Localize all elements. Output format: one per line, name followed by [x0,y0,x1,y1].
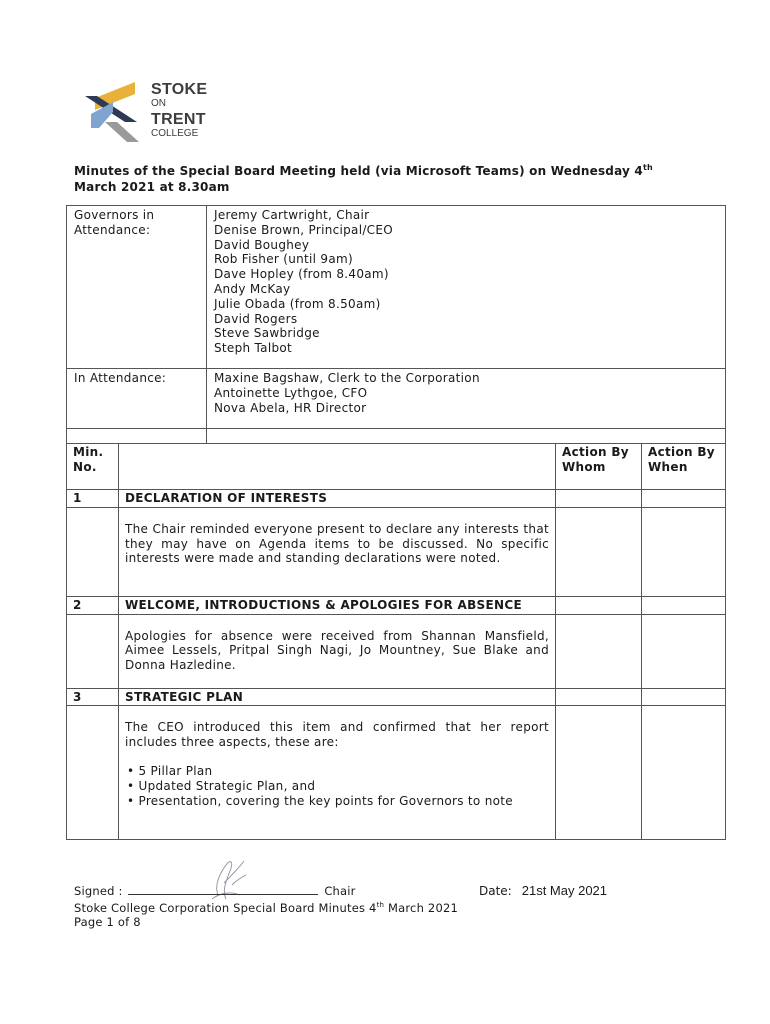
action-by-whom-cell [556,507,642,596]
page-number: Page 1 of 8 [74,914,141,929]
action-by-when-cell [642,490,726,508]
in-attendance-label: In Attendance: [67,369,207,429]
minute-bullet-list [125,764,549,808]
bullet-item: • Presentation, covering the key points for Governors to note [125,794,549,809]
governor-name: David Rogers [214,311,298,326]
document-title [74,160,714,195]
governors-list [207,206,726,369]
minute-heading-row [67,490,726,508]
logo-line-2: ON [151,98,166,109]
attendee-name: Nova Abela, HR Director [214,400,367,415]
minute-heading: WELCOME, INTRODUCTIONS & APOLOGIES FOR ABSENCE [119,596,556,614]
minute-heading-row [67,596,726,614]
minute-number-empty [67,614,119,688]
action-by-when-cell [642,507,726,596]
attendee-name: Antoinette Lythgoe, CFO [214,385,368,400]
empty-cell [207,429,726,444]
minute-body-row [67,614,726,688]
minute-heading-row [67,688,726,706]
attendee-name: Maxine Bagshaw, Clerk to the Corporation [214,371,480,385]
governors-label: Governors in Attendance: [67,206,207,369]
empty-cell [67,429,207,444]
governor-name: Julie Obada (from 8.50am) [214,296,381,311]
logo-line-3: TRENT [151,111,206,128]
action-by-when-cell [642,688,726,706]
header-action-by-whom: Action By Whom [556,444,642,490]
title-part-2: March 2021 at 8.30am [74,180,230,194]
minute-body: The Chair reminded everyone present to declare any interests that they may have on Agenda items to be discussed. No specific interests were made and standing declarations were noted. [119,507,556,596]
governor-name: David Boughey [214,237,310,252]
governor-name: Jeremy Cartwright, Chair [214,208,370,222]
minute-body: The CEO introduced this item and confirmed that her report includes three aspects, these are: • 5 Pillar Plan • Updated Strategic Plan, and • Presentation, covering the key points for Governors to note [119,706,556,840]
governor-name: Steph Talbot [214,341,293,356]
minute-body-row [67,507,726,596]
governor-name: Dave Hopley (from 8.40am) [214,267,389,282]
date-value: 21st May 2021 [521,883,608,898]
action-by-when-cell [642,596,726,614]
logo-wordmark [151,82,207,139]
document-reference: Stoke College Corporation Special Board Minutes 4th March 2021 [74,900,458,915]
action-by-whom-cell [556,490,642,508]
minute-number: 3 [67,688,119,706]
action-by-whom-cell [556,706,642,840]
minute-body: Apologies for absence were received from Shannan Mansfield, Aimee Lessels, Pritpal Singh Nagi, Jo Mountney, Sue Blake and Donna Hazledine. [119,614,556,688]
minute-number-empty [67,706,119,840]
page-footer [74,884,458,929]
in-attendance-list [207,369,726,429]
minute-heading: DECLARATION OF INTERESTS [119,490,556,508]
minute-number-empty [67,507,119,596]
logo-line-1: STOKE [151,81,208,98]
minute-heading: STRATEGIC PLAN [119,688,556,706]
governor-name: Steve Sawbridge [214,326,320,341]
signature-blank [128,885,318,895]
action-by-when-cell [642,706,726,840]
attendance-table [66,205,726,444]
signature-line: Signed : Chair [74,884,356,898]
bullet-item: • Updated Strategic Plan, and [125,779,549,794]
signature-date: Date: 21st May 2021 [479,883,608,898]
logo-line-4: COLLEGE [151,128,199,139]
governor-name: Denise Brown, Principal/CEO [214,222,393,237]
bullet-item: • 5 Pillar Plan [125,764,549,779]
title-sup: th [642,163,653,172]
action-by-when-cell [642,614,726,688]
title-part-1: Minutes of the Special Board Meeting held (via Microsoft Teams) on Wednesday 4 [74,164,643,178]
action-by-whom-cell [556,688,642,706]
governor-name: Andy McKay [214,281,291,296]
minute-number: 2 [67,596,119,614]
minutes-header-row [67,444,726,490]
action-by-whom-cell [556,596,642,614]
college-logo [83,80,223,144]
governor-name: Rob Fisher (until 9am) [214,252,353,267]
header-empty [119,444,556,490]
action-by-whom-cell [556,614,642,688]
header-action-by-when: Action By When [642,444,726,490]
logo-mark-icon [83,80,149,144]
minute-body-row [67,706,726,840]
minutes-table [66,443,726,840]
header-min-no: Min. No. [67,444,119,490]
minute-number: 1 [67,490,119,508]
